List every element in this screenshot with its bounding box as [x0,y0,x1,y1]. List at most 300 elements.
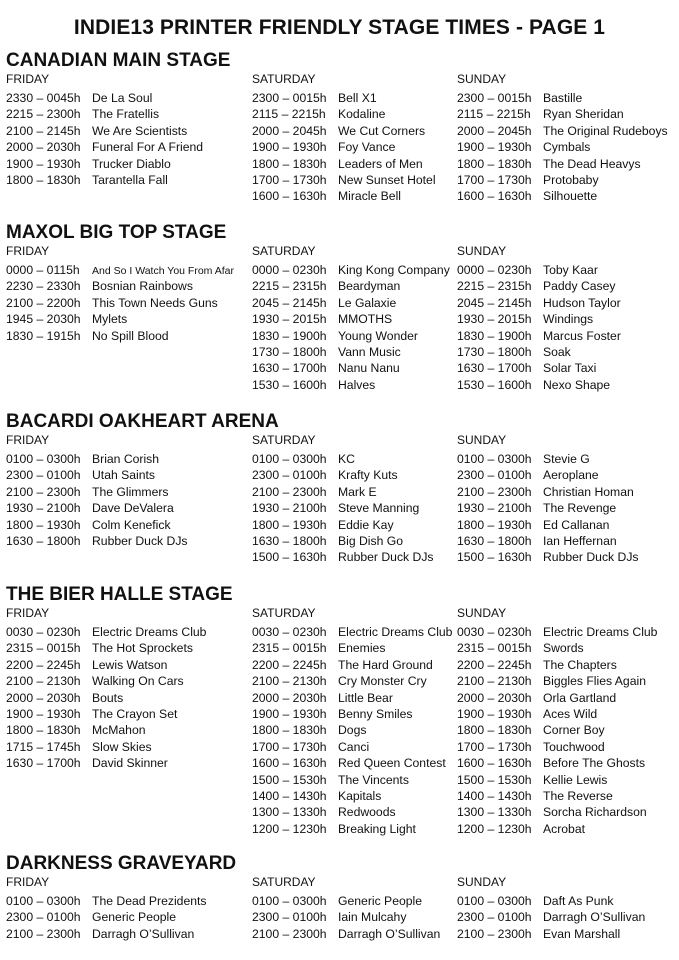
act-name: The Dead Heavys [543,156,641,171]
schedule-row [252,517,434,533]
day-label: SATURDAY [252,606,316,620]
slot-time: 1500 – 1630h [252,550,327,565]
act-name: Ian Heffernan [543,533,617,548]
schedule-row [252,500,434,516]
day-column-friday [6,607,206,772]
day-label: FRIDAY [6,433,50,447]
slot-time: 1800 – 1830h [6,172,81,187]
slot-time: 1500 – 1530h [252,772,327,787]
act-name: The Dead Prezidents [92,894,207,908]
schedule-row [252,624,452,640]
schedule-row [457,909,645,925]
slot-time: 2300 – 0100h [457,910,532,925]
schedule-row [6,295,234,311]
act-name: The Hot Sprockets [92,641,193,656]
slot-time: 2100 – 2130h [457,674,532,689]
act-name: The Fratellis [92,107,160,122]
slot-time: 1900 – 1930h [252,706,327,721]
schedule-row [252,467,434,483]
schedule-row [6,172,203,188]
act-name: Dogs [338,723,367,738]
slot-time: 1800 – 1930h [457,517,532,532]
act-name: The Revenge [543,501,617,516]
act-name: Slow Skies [92,739,152,754]
slot-time: 2100 – 2130h [6,674,81,689]
slot-time: 1600 – 1630h [457,756,532,771]
slot-time: 0030 – 0230h [6,625,81,639]
schedule-row [457,451,639,467]
act-name: Swords [543,641,584,656]
schedule-row [457,295,621,311]
day-column-friday [6,73,203,188]
act-name: Red Queen Contest [338,756,446,771]
act-name: Aeroplane [543,468,599,483]
schedule-row [252,328,450,344]
act-name: Foy Vance [338,140,396,155]
act-name: Protobaby [543,172,599,187]
slot-time: 2100 – 2300h [252,926,327,941]
schedule-row [6,893,207,909]
slot-time: 1730 – 1800h [252,344,327,359]
act-name: New Sunset Hotel [338,172,436,187]
day-label: SUNDAY [457,72,507,86]
slot-time: 2315 – 0015h [6,641,81,656]
slot-time: 0100 – 0300h [252,894,327,908]
act-name: Miracle Bell [338,189,401,204]
schedule-row [252,156,436,172]
slot-time: 0100 – 0300h [457,452,532,466]
schedule-row [252,533,434,549]
schedule-row [252,262,450,278]
act-name: KC [338,452,355,466]
act-name: Toby Kaar [543,263,598,277]
schedule-row [252,106,436,122]
act-name: Krafty Kuts [338,468,398,483]
schedule-row [252,188,436,204]
act-name: Funeral For A Friend [92,140,204,155]
slot-time: 2045 – 2145h [457,295,532,310]
act-name: Windings [543,312,594,327]
act-name: Benny Smiles [338,706,413,721]
act-name: Rubber Duck DJs [338,550,434,565]
schedule-row [457,500,639,516]
schedule-row [6,451,188,467]
schedule-row [252,295,450,311]
act-name: The Chapters [543,657,617,672]
schedule-row [6,484,188,500]
act-name: Paddy Casey [543,279,616,294]
schedule-row [457,188,668,204]
slot-time: 1945 – 2030h [6,312,81,327]
schedule-row [252,804,452,820]
schedule-row [252,926,440,942]
slot-time: 2000 – 2045h [457,123,532,138]
slot-time: 2200 – 2245h [6,657,81,672]
slot-time: 2100 – 2300h [6,484,81,499]
day-column-sunday [457,607,657,837]
schedule-row [252,657,452,673]
act-name: Dave DeValera [92,501,174,516]
schedule-row [457,690,657,706]
slot-time: 2100 – 2130h [252,674,327,689]
act-name: Darragh O’Sullivan [543,910,646,925]
act-name: Orla Gartland [543,690,617,705]
schedule-row [6,139,203,155]
schedule-row [457,262,621,278]
slot-time: 2100 – 2300h [6,926,81,941]
day-column-friday [6,876,207,942]
schedule-row [457,549,639,565]
slot-time: 2215 – 2315h [252,279,327,294]
slot-time: 1400 – 1430h [457,788,532,803]
slot-time: 1630 – 1700h [6,756,81,771]
slot-time: 1530 – 1600h [252,377,327,392]
slot-time: 1930 – 2015h [457,312,532,327]
slot-time: 2000 – 2030h [457,690,532,705]
slot-time: 1600 – 1630h [252,756,327,771]
schedule-row [252,90,436,106]
slot-time: 1600 – 1630h [457,189,532,204]
act-name: Kodaline [338,107,386,122]
act-name: Sorcha Richardson [543,805,647,820]
schedule-row [457,106,668,122]
act-name: Christian Homan [543,484,634,499]
slot-time: 1900 – 1930h [252,140,327,155]
act-name: Ryan Sheridan [543,107,624,122]
schedule-row [6,706,206,722]
schedule-row [252,673,452,689]
schedule-row [6,657,206,673]
slot-time: 0000 – 0230h [252,263,327,277]
schedule-row [457,624,657,640]
slot-time: 2100 – 2200h [6,295,81,310]
schedule-row [457,517,639,533]
schedule-row [252,788,452,804]
day-label: SATURDAY [252,72,316,86]
slot-time: 1715 – 1745h [6,739,81,754]
act-name: Marcus Foster [543,328,621,343]
day-column-friday [6,434,188,549]
slot-time: 1730 – 1800h [457,344,532,359]
schedule-row [457,139,668,155]
slot-time: 2000 – 2030h [6,690,81,705]
schedule-row [6,533,188,549]
slot-time: 2300 – 0015h [252,91,327,105]
day-label: FRIDAY [6,72,50,86]
act-name: Electric Dreams Club [543,625,658,639]
schedule-row [457,821,657,837]
slot-time: 2100 – 2145h [6,123,81,138]
day-label: FRIDAY [6,875,50,889]
slot-time: 1630 – 1700h [457,361,532,376]
schedule-row [252,172,436,188]
act-name: Bastille [543,91,583,105]
slot-time: 0030 – 0230h [457,625,532,639]
act-name: Redwoods [338,805,396,820]
schedule-row [252,821,452,837]
slot-time: 2115 – 2215h [457,107,531,122]
schedule-row [252,311,450,327]
act-name: Mark E [338,484,377,499]
schedule-row [457,926,645,942]
slot-time: 1700 – 1730h [252,172,327,187]
day-column-sunday [457,73,668,205]
schedule-row [457,377,621,393]
slot-time: 1700 – 1730h [457,739,532,754]
act-name: Young Wonder [338,328,418,343]
schedule-row [457,772,657,788]
slot-time: 1200 – 1230h [457,821,532,836]
slot-time: 1800 – 1830h [457,723,532,738]
slot-time: 1200 – 1230h [252,821,327,836]
slot-time: 0100 – 0300h [6,894,81,908]
slot-time: 1300 – 1330h [457,805,532,820]
act-name: Soak [543,344,571,359]
act-name: Trucker Diablo [92,156,171,171]
schedule-row [457,706,657,722]
day-column-saturday [252,245,450,393]
slot-time: 2230 – 2330h [6,279,81,294]
schedule-row [457,804,657,820]
act-name: Daft As Punk [543,894,614,908]
schedule-row [457,893,645,909]
schedule-row [6,517,188,533]
act-name: MMOTHS [338,312,393,327]
act-name: Bell X1 [338,91,377,105]
slot-time: 0100 – 0300h [457,894,532,908]
schedule-row [252,755,452,771]
schedule-row [457,328,621,344]
schedule-row [457,755,657,771]
act-name: Cry Monster Cry [338,674,427,689]
slot-time: 0100 – 0300h [252,452,327,466]
slot-time: 1900 – 1930h [457,706,532,721]
act-name: David Skinner [92,756,168,771]
slot-time: 2300 – 0100h [6,468,81,483]
schedule-row [252,772,452,788]
act-name: This Town Needs Guns [92,295,218,310]
slot-time: 1900 – 1930h [6,706,81,721]
schedule-row [457,673,657,689]
schedule-row [457,156,668,172]
schedule-row [252,893,440,909]
schedule-row [252,344,450,360]
day-column-sunday [457,876,645,942]
slot-time: 0100 – 0300h [6,452,81,466]
act-name: Ed Callanan [543,517,610,532]
act-name: Utah Saints [92,468,156,483]
schedule-row [457,788,657,804]
slot-time: 2315 – 0015h [457,641,532,656]
schedule-row [457,90,668,106]
schedule-row [6,467,188,483]
schedule-row [457,739,657,755]
slot-time: 1830 – 1915h [6,328,81,343]
act-name: Vann Music [338,344,401,359]
slot-time: 1530 – 1600h [457,377,532,392]
day-label: FRIDAY [6,244,50,258]
act-name: King Kong Company [338,263,450,277]
act-name: Little Bear [338,690,393,705]
act-name: Walking On Cars [92,674,184,689]
act-name: Le Galaxie [338,295,397,310]
schedule-row [252,640,452,656]
schedule-row [252,123,436,139]
schedule-row [252,377,450,393]
schedule-row [6,328,234,344]
schedule-row [457,360,621,376]
slot-time: 2100 – 2300h [252,484,327,499]
slot-time: 1930 – 2100h [6,501,81,516]
slot-time: 2200 – 2245h [252,657,327,672]
slot-time: 2215 – 2315h [457,279,532,294]
schedule-row [252,706,452,722]
slot-time: 1800 – 1930h [6,517,81,532]
slot-time: 2215 – 2300h [6,107,81,122]
slot-time: 1800 – 1830h [252,723,327,738]
act-name: Mylets [92,312,128,327]
slot-time: 2000 – 2030h [252,690,327,705]
day-label: SATURDAY [252,433,316,447]
act-name: And So I Watch You From Afar [92,265,235,277]
act-name: De La Soul [92,91,153,105]
slot-time: 2300 – 0100h [252,910,327,925]
act-name: Bouts [92,690,124,705]
act-name: Stevie G [543,452,590,466]
schedule-row [252,360,450,376]
schedule-row [6,640,206,656]
slot-time: 1800 – 1830h [457,156,532,171]
act-name: McMahon [92,723,146,738]
act-name: Generic People [92,910,177,925]
act-name: Silhouette [543,189,598,204]
schedule-row [6,278,234,294]
act-name: Brian Corish [92,452,160,466]
slot-time: 1630 – 1700h [252,361,327,376]
schedule-row [252,549,434,565]
act-name: Corner Boy [543,723,605,738]
act-name: Lewis Watson [92,657,168,672]
day-label: FRIDAY [6,606,50,620]
slot-time: 2045 – 2145h [252,295,327,310]
act-name: Breaking Light [338,821,416,836]
act-name: Steve Manning [338,501,420,516]
act-name: Evan Marshall [543,926,621,941]
act-name: Big Dish Go [338,533,404,548]
slot-time: 1300 – 1330h [252,805,327,820]
schedule-row [252,139,436,155]
slot-time: 2315 – 0015h [252,641,327,656]
slot-time: 2300 – 0100h [6,910,81,925]
slot-time: 1800 – 1930h [252,517,327,532]
act-name: Eddie Kay [338,517,394,532]
act-name: Kapitals [338,788,382,803]
page-title: INDIE13 PRINTER FRIENDLY STAGE TIMES - PAGE 1 [73,16,606,39]
day-label: SUNDAY [457,433,507,447]
schedule-row [6,90,203,106]
act-name: We Cut Corners [338,123,426,138]
act-name: The Original Rudeboys [543,123,668,138]
slot-time: 1930 – 2100h [457,501,532,516]
stage-name: BACARDI OAKHEART ARENA [6,411,279,432]
schedule-row [457,172,668,188]
act-name: Touchwood [543,739,605,754]
act-name: Darragh O’Sullivan [92,926,195,941]
slot-time: 1930 – 2015h [252,312,327,327]
schedule-row [6,624,206,640]
schedule-row [6,123,203,139]
stage-name: MAXOL BIG TOP STAGE [6,222,227,243]
slot-time: 1830 – 1900h [252,328,327,343]
schedule-row [6,262,234,278]
schedule-row [252,722,452,738]
schedule-row [6,909,207,925]
schedule-row [252,739,452,755]
slot-time: 2100 – 2300h [457,484,532,499]
day-label: SUNDAY [457,875,507,889]
schedule-row [6,311,234,327]
day-label: SUNDAY [457,606,507,620]
act-name: Rubber Duck DJs [543,550,639,565]
act-name: Electric Dreams Club [92,625,207,639]
act-name: Solar Taxi [543,361,597,376]
act-name: Nexo Shape [543,377,611,392]
slot-time: 2100 – 2300h [457,926,532,941]
act-name: The Glimmers [92,484,169,499]
act-name: Colm Kenefick [92,517,171,532]
slot-time: 1600 – 1630h [252,189,327,204]
slot-time: 1400 – 1430h [252,788,327,803]
day-label: SATURDAY [252,244,316,258]
slot-time: 1700 – 1730h [457,172,532,187]
slot-time: 1630 – 1800h [252,533,327,548]
stage-name: CANADIAN MAIN STAGE [6,50,231,71]
schedule-row [457,467,639,483]
slot-time: 2000 – 2030h [6,140,81,155]
act-name: The Hard Ground [338,657,433,672]
slot-time: 1830 – 1900h [457,328,532,343]
schedule-row [6,673,206,689]
act-name: Nanu Nanu [338,361,400,376]
act-name: Biggles Flies Again [543,674,646,689]
slot-time: 1800 – 1830h [6,723,81,738]
slot-time: 2300 – 0100h [457,468,532,483]
day-column-saturday [252,607,452,837]
act-name: Aces Wild [543,706,598,721]
act-name: Hudson Taylor [543,295,621,310]
day-column-saturday [252,876,440,942]
schedule-row [6,755,206,771]
act-name: Kellie Lewis [543,772,608,787]
day-column-friday [6,245,234,344]
act-name: Cymbals [543,140,591,155]
slot-time: 0000 – 0230h [457,263,532,277]
slot-time: 1500 – 1630h [457,550,532,565]
slot-time: 1900 – 1930h [457,140,532,155]
act-name: The Crayon Set [92,706,178,721]
act-name: We Are Scientists [92,123,188,138]
slot-time: 1700 – 1730h [252,739,327,754]
schedule-row [252,484,434,500]
act-name: Acrobat [543,821,586,836]
slot-time: 0030 – 0230h [252,625,327,639]
day-column-saturday [252,434,434,566]
slot-time: 2300 – 0015h [457,91,532,105]
act-name: Darragh O’Sullivan [338,926,441,941]
day-label: SUNDAY [457,244,507,258]
slot-time: 2000 – 2045h [252,123,327,138]
act-name: Iain Mulcahy [338,910,407,925]
